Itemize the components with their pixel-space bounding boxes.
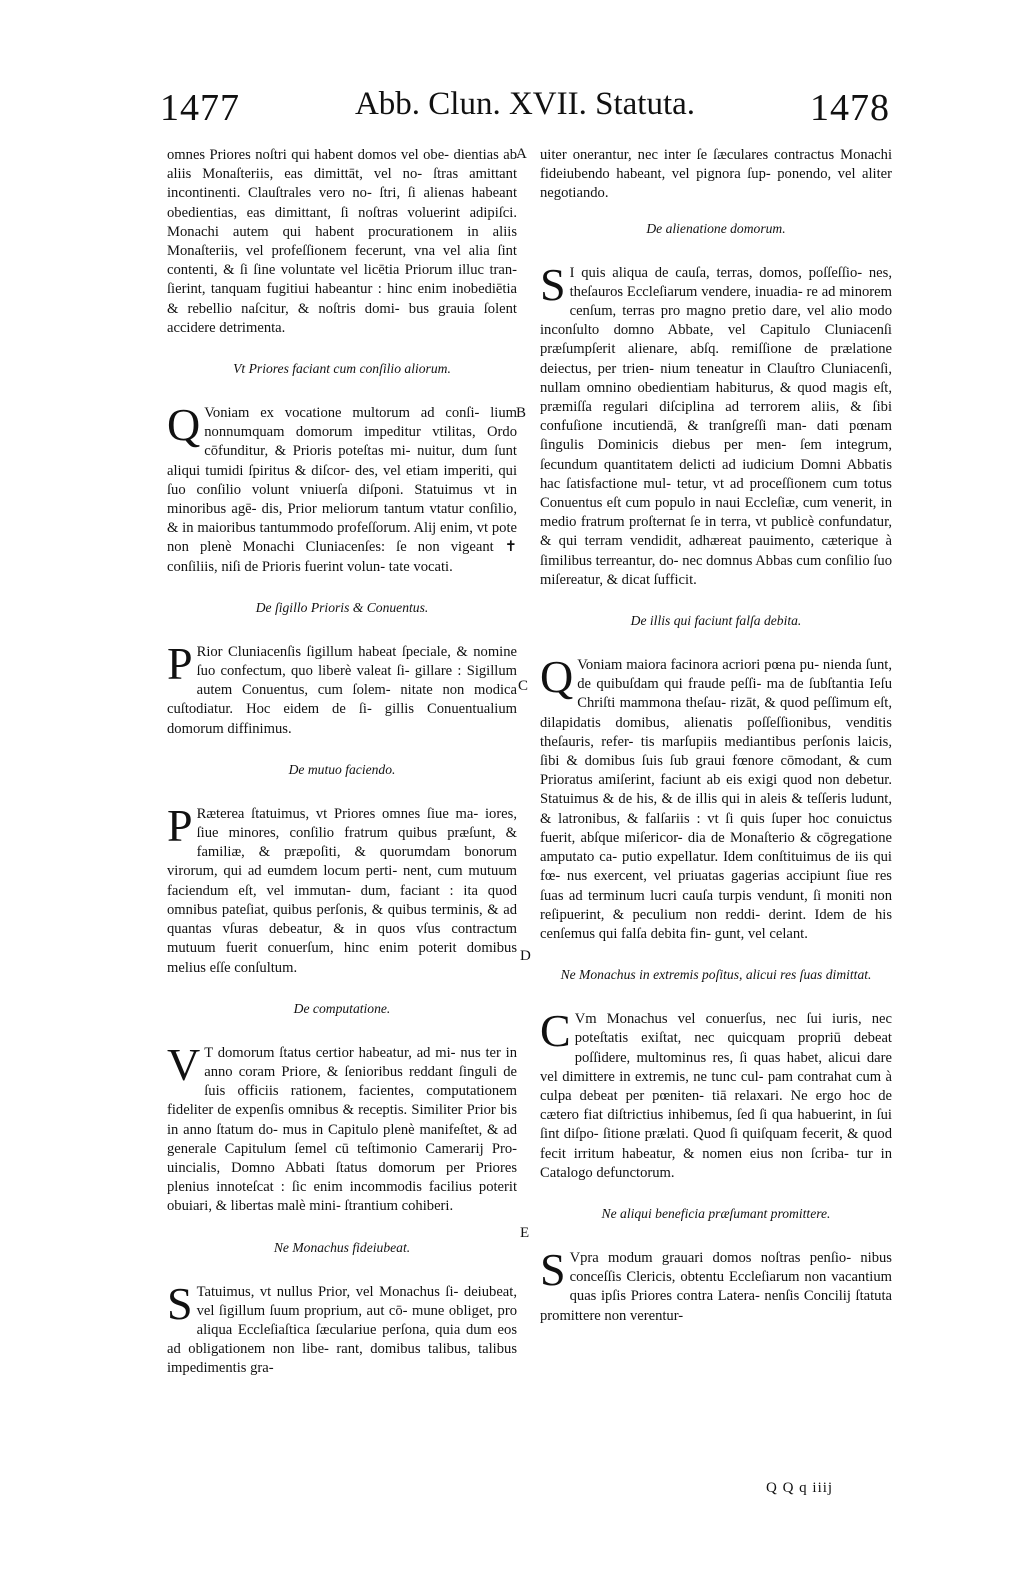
section-title: De illis qui faciunt falſa debita. — [630, 613, 802, 629]
paragraph-text: Voniam ex vocatione multorum ad conſi- lium nonnumquam domorum impeditur vtilitas, Ordo cōfunditur, & Prioris poteſtas mi- nuitur, dum ſunt aliqui tumidi ſpiritus & diſcor- des, vel etiam imperiti, qui ſuo conſilio volunt vniuerſa diſponi. Statuimus vt in minoribus agē- dis, Prior meliorum tantum vtatur conſilio, & in maioribus tantummodo profeſſorum. Alij enim, vt pote non plenè Monachi Cluniacenſes: ſe non vigeant ✝ conſiliis, niſi de Prioris fuerint volun- tate vocati. — [167, 405, 517, 575]
section-title: De computatione. — [293, 1000, 391, 1016]
drop-capital: Q — [540, 651, 574, 703]
paragraph — [540, 651, 892, 944]
paragraph — [540, 1005, 892, 1183]
paragraph — [167, 637, 517, 739]
paragraph-text: Rior Cluniacenſis ſigillum habeat ſpeciale, & nomine ſuo confectum, quo liberè valeat ſi- gillare : Sigillum autem Conuentus, cum ſolem- nitate non modica cuſtodiatur. Hoc eidem de ſi- gillis Conuentualium domorum diffinimus. — [167, 643, 517, 737]
paragraph-text: Vm Monachus vel conuerſus, nec ſui iuris, nec poteſtatis exiſtat, nec quicquam propriū debeat poſſidere, multominus res, ſi quas habet, alicui dare vel dimittere in extremis, ne tunc cul- pam contrahat cum à culpa debeat per pœniten- tiā relaxari. Ne ergo hoc de cætero fiat diſtrictius inhibemus, ſed ſi qua habuerint, in ſui ſint diſpo- ſitione prælati. Quod ſi quiſquam fecerit, & quod fecit irritum habeatur, & nomen eius non ſcriba- tur in Catalogo defunctorum. — [540, 1011, 892, 1181]
section-title: Ne Monachus in extremis poſitus, alicui res ſuas dimittat. — [560, 967, 872, 983]
margin-letter-a: A — [516, 146, 527, 162]
margin-letter-d: D — [520, 948, 531, 964]
paragraph-text: Voniam maiora facinora acriori pœna pu- nienda ſunt, de quibuſdam qui fraude peſſi- ma de ſubſtantia Ieſu Chriſti mammona theſau- rizāt, & quod peſſimum eſt, dilapidatis domibus, alienatis poſſeſſionibus, venditis theſauris, refer- tis marſupiis mediantibus perſonis laicis, ſibi & domibus ſuis ſub graui fœnore cōmodant, & cum Prioratus amiſerint, faciunt ab eis exigi quod non debetur. Statuimus & de his, & de illis qui in aleis & teſſeris ludunt, & latronibus, & falſariis : vt ſi quis ſuper hoc conuictus fuerit, abſque miſericor- dia de Monaſterio & cōgregatione amputato ca- putio expellatur. Idem conſtituimus de iis qui fœ- nus exercent, vel priuatas gagerias accipiunt ſiue res ſuas ad terminum lucri cauſa turpis vendunt, ſi moniti non reſipuerint, & peculium non reddi- derint. Idem de his cenſemus qui falſa debita fin- gunt, vel celant. — [540, 657, 892, 942]
margin-letter-e: E — [520, 1225, 530, 1241]
margin-letter-c: C — [518, 678, 529, 694]
page-number-left: 1477 — [160, 87, 240, 129]
paragraph: omnes Priores noſtri qui habent domos vel obe- dientias ab aliis Monaſteriis, eas dimittāt, vel no- ſtras amittant incontinenti. Clauſtrales vero no- ſtri, ſi alienas habeant obedientias, eas dimittant, ſi noſtras voluerint adipiſci. Monachi autem qui habent procurationem in aliis Monaſteriis, vel profeſſionem fecerunt, vna vel alia ſint contenti, & ſi ſine voluntate vel licētia Priorum illuc tran- ſierint, tanquam fugitiui habeantur : hinc enim inobediētia & rebellio naſcitur, & noſtris domi- bus grauia ſolent accidere detrimenta. — [167, 147, 517, 336]
drop-capital: C — [540, 1005, 571, 1057]
drop-capital: V — [167, 1038, 201, 1090]
paragraph-text: T domorum ſtatus certior habeatur, ad mi- nus ter in anno coram Priore, & ſenioribus reddant ſinguli de ſuis officiis rationem, facientes, computationem fideliter de expenſis omnibus & receptis. Similiter Prior bis in anno ſtatum do- mus in Capitulo plenè manifeſtet, & ad generale Capitulum ſemel cū teſtimonio Camerarij Pro- uincialis, Domno Abbati ſtatus domorum per Priores plenius innoteſcat : ſic enim incommodis facilius poterit obuiari, & libertas malè mini- ſtrantium cohiberi. — [167, 1044, 517, 1215]
drop-capital: S — [540, 258, 566, 310]
drop-capital: S — [167, 1277, 193, 1329]
running-title: Abb. Clun. XVII. Statuta. — [354, 86, 696, 122]
signature-mark: Q Q q iiij — [766, 1480, 834, 1496]
page-number-right: 1478 — [810, 87, 890, 129]
paragraph — [167, 799, 517, 978]
margin-letter-b: B — [516, 405, 527, 421]
section-title: De mutuo faciendo. — [288, 761, 396, 777]
left-column — [167, 146, 517, 1379]
running-header — [160, 86, 890, 130]
section-title: Ne aliqui beneficia præſumant promittere. — [601, 1205, 831, 1221]
drop-capital: P — [167, 799, 193, 851]
paragraph — [167, 399, 517, 577]
paragraph-text: Ræterea ſtatuimus, vt Priores omnes ſiue ma- iores, ſiue minores, conſilio fratrum quibus præſunt, & familiæ, & præpoſiti, & quorumdam bonorum virorum, qui ad eumdem locum perti- nent, cum mutuum faciendum eſt, vel immutan- dum, faciant : ita quod omnibus pateſiat, quibus perſonis, & quibus terminis, & ad quantas vſuras debeatur, & in quos vſus contractum mutuum fuerit conuerſum, hinc enim poterit domibus melius eſſe conſultum. — [167, 805, 517, 976]
paragraph — [540, 1243, 892, 1326]
right-column — [540, 146, 892, 1326]
paragraph-text: I quis aliqua de cauſa, terras, domos, poſſeſſio- nes, theſauros Eccleſiarum vendere, inuadia- re ad minorem cenſum, terras pro magno pretio dare, vel alio modo inconſulto domno Abbate, vel Capitulo Cluniacenſi præſumpſerit alienare, abſq. remiſſione de prælatione deiectus, per trien- nium teneatur in Clauſtro Cluniacenſi, nullam omnino obedientiam habiturus, & quod magis eſt, præmiſſa regulari diſciplina ad terrorem aliis, & ſibi confuſione incutiendā, & tranſgreſſi man- dati pœnam ſingulis Dominicis diebus per men- ſem integrum, ſecundum quantitatem delicti ad iudicium Domni Abbatis hac ſatisfactione mul- tetur, vt ad proceſſionem cum totus Conuentus eſt cum populo in naui Eccleſiæ, cum venerit, in medio fratrum proſternat ſe in terra, vt publicè confundatur, & qui terram vendidit, adhæreat pauimento, cæterique à ſimilibus terreantur, do- nec domnus Abbas cum conſilio ſuo miſereatur, & dicat ſufficit. — [540, 264, 892, 588]
section-title: De ſigillo Prioris & Conuentus. — [255, 599, 429, 615]
paragraph — [167, 1277, 517, 1379]
paragraph — [540, 258, 892, 590]
section-title: Ne Monachus fideiubeat. — [273, 1239, 411, 1255]
paragraph-text: Vpra modum grauari domos noſtras penſio- nibus conceſſis Clericis, obtentu Eccleſiarum non vacantium quas ipſis Priores contra Latera- nenſis Concilij ſtatuta promittere non verentur- — [540, 1249, 892, 1324]
section-title: Vt Priores faciant cum conſilio aliorum. — [233, 361, 451, 377]
drop-capital: P — [167, 637, 193, 689]
section-title: De alienatione domorum. — [646, 220, 786, 236]
drop-capital: Q — [167, 399, 201, 451]
paragraph: uiter onerantur, nec inter ſe ſæculares contractus Monachi fideiubendo habeant, vel pignora ſup- ponendo, vel aliter negotiando. — [540, 147, 892, 202]
drop-capital: S — [540, 1243, 566, 1295]
paragraph — [167, 1038, 517, 1217]
paragraph-text: Tatuimus, vt nullus Prior, vel Monachus ſi- deiubeat, vel ſigillum ſuum proprium, aut cō- mune obliget, pro aliqua Eccleſiaſtica ſæculariue perſona, quia dum eos ad obligationem non libe- rant, domibus talibus, talibus impedimentis gra- — [167, 1283, 517, 1377]
